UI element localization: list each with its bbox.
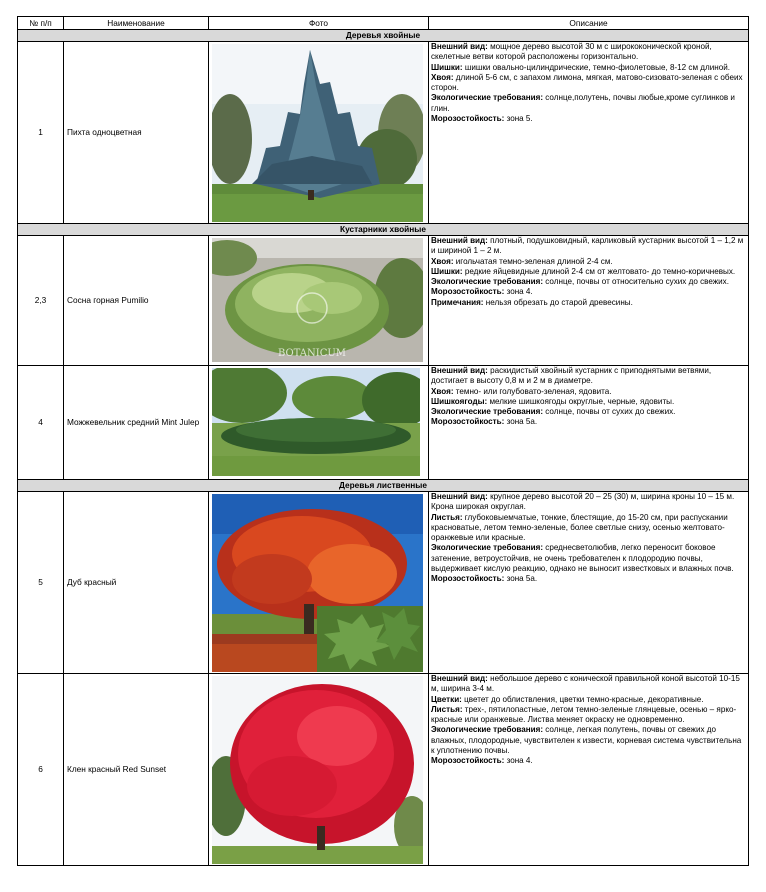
desc-line: Экологические требования: солнце,полутень, почвы любые,кроме суглинков и глин. bbox=[431, 93, 735, 113]
table-row bbox=[18, 674, 749, 866]
row-number: 6 bbox=[18, 674, 64, 866]
section-deciduous-trees: Деревья лиственные bbox=[18, 480, 749, 492]
red-maple-photo bbox=[212, 676, 423, 864]
table-row bbox=[18, 492, 749, 674]
photo-cell bbox=[209, 366, 429, 480]
desc-line: Внешний вид: плотный, подушковидный, карликовый кустарник высотой 1 – 1,2 м и шириной 1 – 2 м. bbox=[431, 236, 744, 256]
desc-line: Внешний вид: крупное дерево высотой 20 – 25 (30) м, ширина кроны 10 – 15 м. Крона широкая округлая. bbox=[431, 492, 735, 512]
description-cell bbox=[429, 674, 749, 866]
plant-name: Клен красный Red Sunset bbox=[64, 674, 209, 866]
section-row bbox=[18, 224, 749, 236]
header-number: № п/п bbox=[18, 17, 64, 30]
desc-line: Морозостойкость: зона 5а. bbox=[431, 574, 538, 584]
desc-line: Шишки: редкие яйцевидные длиной 2-4 см от желтовато- до темно-коричневых. bbox=[431, 266, 736, 276]
photo-cell bbox=[209, 674, 429, 866]
description-cell bbox=[429, 42, 749, 224]
desc-line: Примечания: нельзя обрезать до старой древесины. bbox=[431, 297, 633, 307]
desc-line: Внешний вид: мощное дерево высотой 30 м с ширококонической кроной, скелетные ветви которой расположены горизонтально. bbox=[431, 42, 712, 62]
section-conifer-shrubs: Кустарники хвойные bbox=[18, 224, 749, 236]
desc-line: Экологические требования: солнце, почвы от относительно сухих до свежих. bbox=[431, 277, 729, 287]
desc-line: Шишки: шишки овально-цилиндрические, темно-фиолетовые, 8-12 см длиной. bbox=[431, 62, 730, 72]
desc-line: Экологические требования: среднесветолюбив, легко переносит боковое затенение, ветроустойчив, не очень требователен к плодородию почвы, выдерживает кислую реакцию, однако не выносит известковых и влажных почв. bbox=[431, 543, 734, 574]
mountain-pine-photo bbox=[212, 238, 423, 362]
row-number: 1 bbox=[18, 42, 64, 224]
desc-line: Внешний вид: раскидистый хвойный кустарник с приподнятыми ветвями, достигает в высоту 0,8 м и 2 м в диаметре. bbox=[431, 366, 712, 386]
plant-name: Пихта одноцветная bbox=[64, 42, 209, 224]
description-cell bbox=[429, 492, 749, 674]
desc-line: Морозостойкость: зона 5а. bbox=[431, 417, 538, 427]
juniper-shrub-photo bbox=[212, 368, 420, 476]
desc-line: Морозостойкость: зона 5. bbox=[431, 114, 533, 124]
photo-cell bbox=[209, 236, 429, 366]
desc-line: Экологические требования: солнце, почвы от сухих до свежих. bbox=[431, 407, 676, 417]
description-cell bbox=[429, 236, 749, 366]
plant-name: Сосна горная Pumilio bbox=[64, 236, 209, 366]
header-name: Наименование bbox=[64, 17, 209, 30]
table-row bbox=[18, 366, 749, 480]
table-row bbox=[18, 42, 749, 224]
desc-line: Хвоя: длиной 5-6 см, с запахом лимона, мягкая, матово-сизовато-зеленая с обеих сторон. bbox=[431, 72, 743, 93]
desc-line: Шишкоягоды: мелкие шишкоягоды округлые, черные, ядовиты. bbox=[431, 396, 675, 406]
header-description: Описание bbox=[429, 17, 749, 30]
desc-line: Цветки: цветет до облиствления, цветки темно-красные, декоративные. bbox=[431, 694, 704, 704]
watermark-logo: BOTANICUM bbox=[277, 348, 347, 359]
description-cell bbox=[429, 366, 749, 480]
plant-name: Дуб красный bbox=[64, 492, 209, 674]
photo-cell bbox=[209, 42, 429, 224]
desc-line: Листья: глубоковыемчатые, тонкие, блестящие, до 15-20 см, при распускании красноватые, летом темно-зеленые, более светлые снизу, осенью желтовато-оранжевые или красные. bbox=[431, 512, 728, 543]
section-conifer-trees: Деревья хвойные bbox=[18, 30, 749, 42]
photo-cell bbox=[209, 492, 429, 674]
row-number: 4 bbox=[18, 366, 64, 480]
desc-line: Внешний вид: небольшое дерево с конической правильной коной высотой 10-15 м, ширина 3-4 м. bbox=[431, 674, 740, 694]
red-oak-photo bbox=[212, 494, 423, 672]
desc-line: Экологические требования: солнце, легкая полутень, почвы от свежих до влажных, плодородные, чувствителен к извести, корневая система чувствительна к уплотнению почвы. bbox=[431, 725, 742, 756]
desc-line: Морозостойкость: зона 4. bbox=[431, 287, 533, 297]
section-row bbox=[18, 480, 749, 492]
row-number: 5 bbox=[18, 492, 64, 674]
row-number: 2,3 bbox=[18, 236, 64, 366]
header-row bbox=[18, 17, 749, 30]
blue-fir-tree-photo bbox=[212, 44, 423, 222]
desc-line: Хвоя: темно- или голубовато-зеленая, ядовита. bbox=[431, 386, 612, 396]
table-row bbox=[18, 236, 749, 366]
plant-table-sheet bbox=[17, 16, 748, 866]
plant-table bbox=[17, 16, 749, 866]
desc-line: Морозостойкость: зона 4. bbox=[431, 756, 533, 766]
plant-name: Можжевельник средний Mint Julep bbox=[64, 366, 209, 480]
section-row bbox=[18, 30, 749, 42]
header-photo: Фото bbox=[209, 17, 429, 30]
desc-line: Хвоя: игольчатая темно-зеленая длиной 2-4 см. bbox=[431, 256, 613, 266]
desc-line: Листья: трех-, пятилопастные, летом темно-зеленые глянцевые, осенью – ярко-красные или оранжевые. Листва меняет окраску не одновременно. bbox=[431, 704, 737, 725]
